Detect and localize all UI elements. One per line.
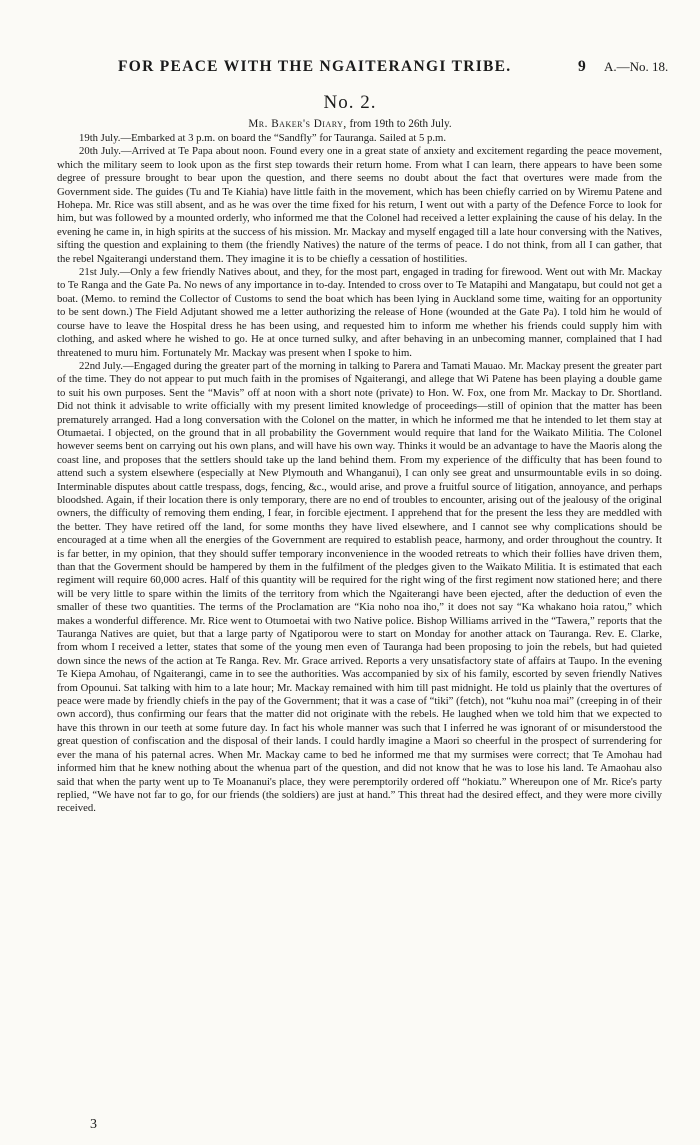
diary-entry-19th-july: 19th July.—Embarked at 3 p.m. on board the “Sandfly” for Tauranga. Sailed at 5 p.m. [79,132,446,144]
page-number: 9 [578,58,586,75]
running-header [0,58,700,78]
diary-heading-title: Mr. Baker's Diary, [248,118,347,130]
running-title: FOR PEACE WITH THE NGAITERANGI TRIBE. [118,58,512,75]
document-reference: A.—No. 18. [604,59,669,74]
diary-entry-20th-july: 20th July.—Arrived at Te Papa about noon. Found every one in a great state of anxiety and excitement regarding the peace movement, which the military seem to look upon as the first step towards their return home. From what I can learn, there appears to have been some degree of pressure brought to bear upon the question, and there seems no doubt about the fact that overtures were made from the Government side. The guides (Tu and Te Kiahia) have little faith in the movement, which has been chiefly carried on by Wiremu Patene and Hohepa. Mr. Rice was still absent, and as he was over the time fixed for his return, I went out with a party of the Defence Force to look for him, but was followed by a mounted orderly, who informed me that the Colonel had received a letter explaining the cause of his delay. In the evening he came in, in high spirits at the success of his mission. Mr. Mackay and myself engaged till a late hour conversing with the Natives, sifting the question and explaining to them (the friendly Natives) the nature of the terms of peace. I do not think, from all I can gather, that the rebel Ngaiterangi understand them. They imagine it is to be chiefly a cessation of hostilities. [57,145,662,265]
diary-heading-dates: from 19th to 26th July. [346,118,452,130]
diary-entry-21st-july: 21st July.—Only a few friendly Natives about, and they, for the most part, engaged in trading for firewood. Went out with Mr. Mackay to Te Ranga and the Gate Pa. No news of any importance in to-day. Intended to cross over to Te Matapihi and Mangatapu, but could not get a boat. (Memo. to remind the Collector of Customs to send the boat which has been lying in Auckland some time, waiting for an opportunity to be sent down.) The Field Adjutant showed me a letter authorizing the release of Hone (wounded at the Gate Pa). I told him he would of course have to leave the Hospital dress he has been using, and requested him to inform me whether his friends could supply him with clothing, and asked where he wished to go. He at once turned sulky, and after behaving in an unbecoming manner, complained that I had threatened to muru him. Fortunately Mr. Mackay was present when I spoke to him. [57,266,662,359]
document-number: No. 2. [323,92,377,113]
diary-entry-22nd-july: 22nd July.—Engaged during the greater part of the morning in talking to Parera and Tamati Mauao. Mr. Mackay present the greater part of the time. They do not appear to put much faith in the promises of Ngaiterangi, and allege that Wi Patene has been playing a double game to suit his own purposes. Sent the “Mavis” off at noon with a short note (private) to Hon. W. Fox, one from Mr. Mackay to Dr. Shortland. Did not think it advisable to write officially with my present limited knowledge of proceedings—still of opinion that the matter has been prematurely arranged. Had a long conversation with the Colonel on the matter, in which he informed me that he intended to let them stay at Otumaetai. I objected, on the ground that in all probability the Government would require that land for the Waikato Militia. The Colonel however seems bent on carrying out his own plans, and will have his own way. Thinks it would be an advantage to have the Maoris along the coast line, and proposes that the settlers should take up the land behind them. From my experience of the difficulty that has been found to attend such a system elsewhere (especially at New Plymouth and Whanganui), I can only see great and unsurmountable evils in so doing. Interminable disputes about cattle trespass, dogs, fencing, &c., would arise, and prove a fruitful source of litigation, annoyance, and perhaps bloodshed. Again, if their location there is only temporary, there are no end of troubles to encounter, arising out of the jealousy of the original owners, the difficulty of removing them ending, I fear, in forcible ejectment. I apprehend that for the present the less they are meddled with the better. They have retired off the land, for some months they have lived elsewhere, and I cannot see why complications should be encouraged at a time when all the energies of the Government are required to establish peace, harmony, and order throughout the country. It is far better, in my opinion, that they should suffer temporary inconvenience in the wooded retreats to which their follies have driven them, than that the Goverment should be hampered by them in the fulfilment of the pledges given to the Waikato Militia. It is estimated that each regiment will require 60,000 acres. Half of this quantity will be required for the right wing of the first regiment now stationed here; and there will be very little to spare within the limits of the territory from which the Ngaiterangi have been ejected, after the deduction of even the smaller of these two quantities. The terms of the Proclamation are “Kia noho noa iho,” it does not say “Ka whakano hoia ratou,” which makes a wonderful difference. Mr. Rice went to Otumoetai with two Native police. Bishop Williams arrived in the “Tawera,” reports that the Tauranga Natives are quiet, but that a large party of Ngatiporou were to start on Monday for another attack on Tauranga. Rev. E. Clarke, from whom I received a letter, states that some of the young men even of Tauranga had been proposing to join the rebels, but had quieted down since the news of the action at Te Ranga. Rev. Mr. Grace arrived. Reports a very unsatisfactory state of affairs at Taupo. In the evening Te Kiepa Amohau, of Ngaiterangi, came in to see the authorities. Was accompanied by six of his family, escorted by seven friendly Natives from Opounui. Sat talking with him to a late hour; Mr. Mackay remained with him till past midnight. He told us plainly that the overtures of peace were made by friendly chiefs in the pay of the Government; that it was a case of “tiki” (fetch), not “kuhu noa mai” (creeping in of their own accord), thus confirming our fears that the matter did not originate with the rebels. He laughed when we told him that we expected to have this thrown in our teeth at some future day. In fact his whole manner was such that I inferred he was ignorant of or misunderstood the great question of confiscation and the disposal of their lands. I could hardly imagine a Maori so cheerful in the prospect of surrendering for ever the mana of his paternal acres. When Mr. Mackay came to bed he informed me that my surmises were correct; that Te Amohau had informed him that he knew nothing about the whenua part of the question, and did not know that he was to lose his land. Te Amaohau also said that when the party went up to Te Moananui's place, they were peremptorily ordered off “hokiatu.” Whereupon one of Mr. Rice's party replied, “We have not far to go, for our friends (the soldiers) are just at hand.” This threat had the desired effect, and they were more civilly received. [57,359,662,815]
diary-body [57,132,662,816]
signature-mark: 3 [90,1117,97,1132]
diary-heading [0,118,700,130]
